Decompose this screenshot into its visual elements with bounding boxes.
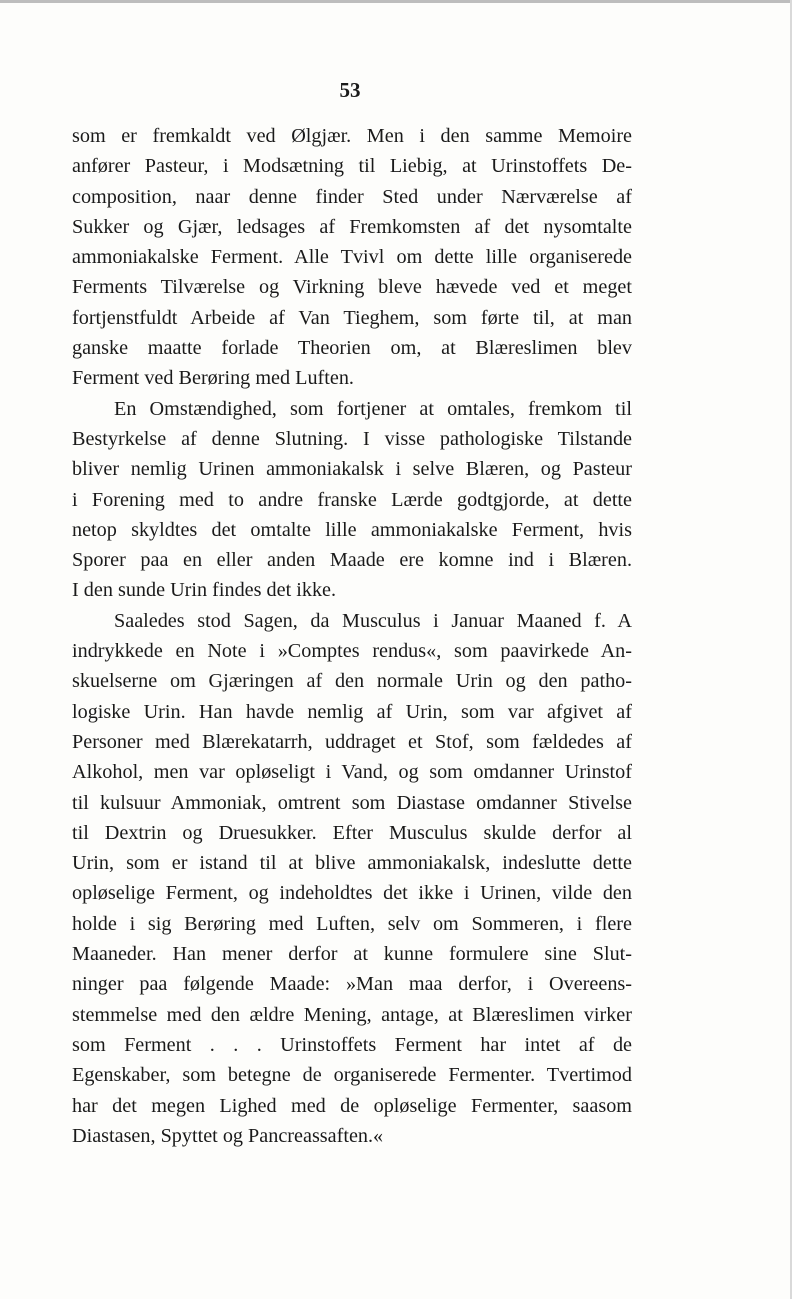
- page-edge-top: [0, 0, 792, 3]
- text-line: holde i sig Berøring med Luften, selv om Sommeren, i flere: [72, 912, 632, 935]
- page-number: 53: [339, 78, 361, 102]
- text-line: Sukker og Gjær, ledsages af Fremkomsten af det nysomtalte: [72, 215, 632, 238]
- text-line: anfører Pasteur, i Modsætning til Liebig, at Urinstoffets De-: [72, 155, 632, 178]
- text-line: opløselige Ferment, og indeholdtes det ikke i Urinen, vilde den: [72, 882, 632, 905]
- text-line: til kulsuur Ammoniak, omtrent som Diastase omdanner Stivelse: [72, 791, 632, 814]
- text-line: fortjenstfuldt Arbeide af Van Tieghem, som førte til, at man: [72, 306, 632, 329]
- text-line: har det megen Lighed med de opløselige Fermenter, saasom: [72, 1094, 632, 1117]
- text-line: i Forening med to andre franske Lærde godtgjorde, at dette: [72, 488, 632, 511]
- text-line: composition, naar denne finder Sted under Nærværelse af: [72, 185, 632, 208]
- text-line: Ferment ved Berøring med Luften.: [72, 367, 354, 390]
- text-line: ninger paa følgende Maade: »Man maa derfor, i Overeens-: [72, 973, 632, 996]
- text-line: logiske Urin. Han havde nemlig af Urin, som var afgivet af: [72, 700, 632, 723]
- text-line: Urin, som er istand til at blive ammoniakalsk, indeslutte dette: [72, 852, 632, 875]
- text-line: Bestyrkelse af denne Slutning. I visse pathologiske Tilstande: [72, 427, 632, 450]
- text-line: En Omstændighed, som fortjener at omtales, fremkom til: [114, 397, 632, 420]
- text-line: I den sunde Urin findes det ikke.: [72, 579, 337, 602]
- text-line: indrykkede en Note i »Comptes rendus«, som paavirkede An-: [72, 640, 632, 663]
- text-line: Egenskaber, som betegne de organiserede Fermenter. Tvertimod: [72, 1064, 632, 1087]
- text-line: skuelserne om Gjæringen af den normale Urin og den patho-: [72, 670, 632, 693]
- text-line: netop skyldtes det omtalte lille ammoniakalske Ferment, hvis: [72, 518, 632, 541]
- text-line: til Dextrin og Druesukker. Efter Musculus skulde derfor al: [72, 821, 632, 844]
- text-line: Sporer paa en eller anden Maade ere komne ind i Blæren.: [72, 549, 632, 572]
- text-line: Saaledes stod Sagen, da Musculus i Januar Maaned f. A: [114, 609, 632, 632]
- text-line: bliver nemlig Urinen ammoniakalsk i selve Blæren, og Pasteur: [72, 458, 632, 481]
- text-line: Alkohol, men var opløseligt i Vand, og som omdanner Urinstof: [72, 761, 632, 784]
- text-line: Diastasen, Spyttet og Pancreassaften.«: [72, 1124, 384, 1147]
- text-line: Ferments Tilværelse og Virkning bleve hævede ved et meget: [72, 276, 632, 299]
- text-line: Maaneder. Han mener derfor at kunne formulere sine Slut-: [72, 943, 632, 966]
- text-line: stemmelse med den ældre Mening, antage, at Blæreslimen virker: [72, 1003, 632, 1026]
- text-line: ganske maatte forlade Theorien om, at Blæreslimen blev: [72, 337, 632, 360]
- text-line: ammoniakalske Ferment. Alle Tvivl om dette lille organiserede: [72, 246, 632, 269]
- text-line: som Ferment . . . Urinstoffets Ferment har intet af de: [72, 1033, 632, 1056]
- text-line: Personer med Blærekatarrh, uddraget et Stof, som fældedes af: [72, 730, 632, 753]
- text-line: som er fremkaldt ved Ølgjær. Men i den samme Memoire: [72, 125, 632, 147]
- body-text: [72, 121, 632, 1151]
